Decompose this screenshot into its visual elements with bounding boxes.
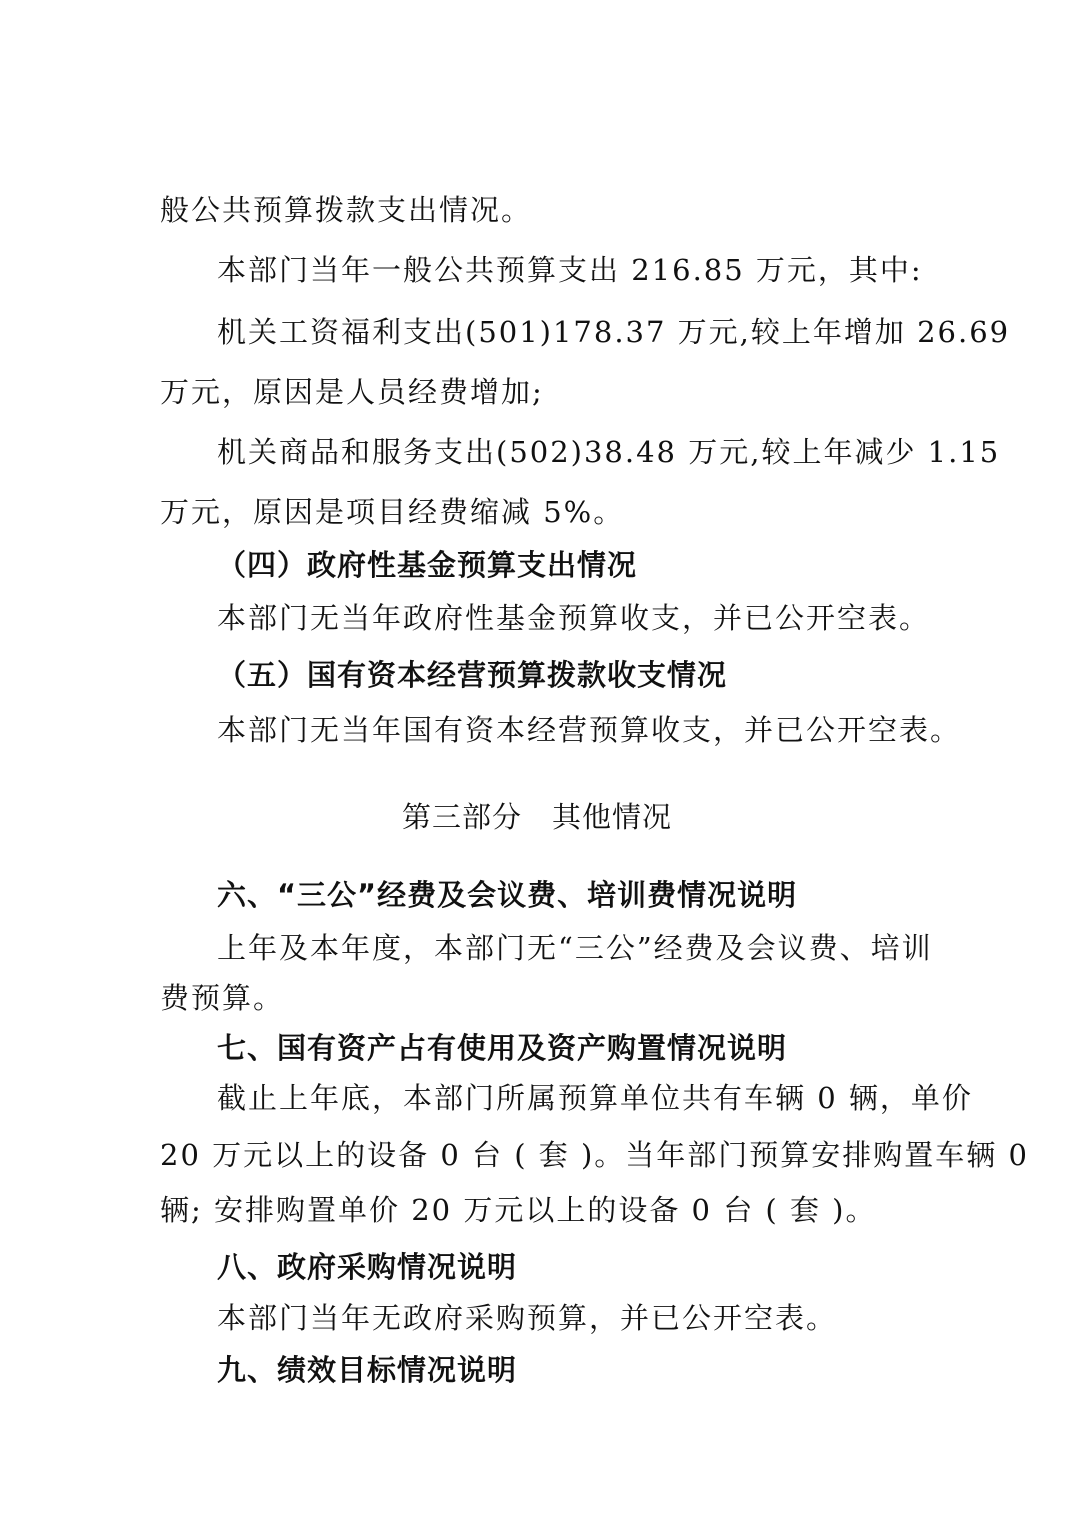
paragraph-general-budget-total: 本部门当年一般公共预算支出 216.85 万元，其中: xyxy=(217,253,923,287)
paragraph-state-assets-line1: 截止上年底，本部门所属预算单位共有车辆 0 辆，单价 xyxy=(217,1081,973,1115)
paragraph-wage-expense-line2: 万元，原因是人员经费增加; xyxy=(160,375,544,409)
paragraph-government-procurement: 本部门当年无政府采购预算，并已公开空表。 xyxy=(217,1301,838,1335)
paragraph-three-public-line2: 费预算。 xyxy=(160,981,285,1015)
heading-performance-goals: 九、绩效目标情况说明 xyxy=(217,1353,518,1387)
paragraph-three-public-line1: 上年及本年度，本部门无“三公”经费及会议费、培训 xyxy=(217,931,933,965)
paragraph-service-expense-line2: 万元，原因是项目经费缩减 5%。 xyxy=(160,495,625,529)
paragraph-line-continued: 般公共预算拨款支出情况。 xyxy=(160,193,533,227)
section-title-part-three: 第三部分 其他情况 xyxy=(401,800,672,834)
paragraph-wage-expense-line1: 机关工资福利支出(501)178.37 万元,较上年增加 26.69 xyxy=(217,315,1011,349)
paragraph-government-fund: 本部门无当年政府性基金预算收支，并已公开空表。 xyxy=(217,601,931,635)
paragraph-state-assets-line3: 辆; 安排购置单价 20 万元以上的设备 0 台 ( 套 )。 xyxy=(160,1193,877,1227)
heading-government-procurement: 八、政府采购情况说明 xyxy=(217,1250,518,1284)
heading-three-public-expenses: 六、“三公”经费及会议费、培训费情况说明 xyxy=(217,878,798,912)
paragraph-state-capital: 本部门无当年国有资本经营预算收支，并已公开空表。 xyxy=(217,713,962,747)
paragraph-service-expense-line1: 机关商品和服务支出(502)38.48 万元,较上年减少 1.15 xyxy=(217,435,1001,469)
heading-state-assets: 七、国有资产占有使用及资产购置情况说明 xyxy=(217,1031,788,1065)
paragraph-state-assets-line2: 20 万元以上的设备 0 台 ( 套 )。当年部门预算安排购置车辆 0 xyxy=(160,1138,1029,1172)
heading-state-capital: （五）国有资本经营预算拨款收支情况 xyxy=(217,658,728,692)
heading-government-fund: （四）政府性基金预算支出情况 xyxy=(217,548,638,582)
